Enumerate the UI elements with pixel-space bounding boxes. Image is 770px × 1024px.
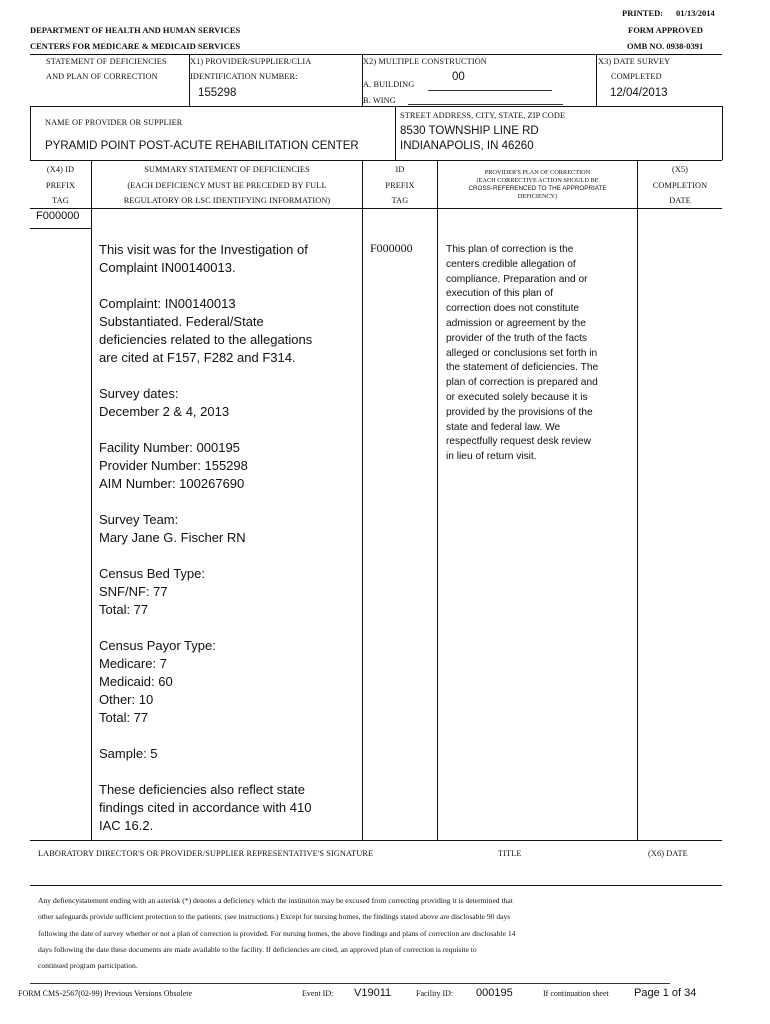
title-label: TITLE <box>498 849 522 858</box>
left-tag-underline <box>30 228 92 229</box>
disclaimer-line: days following the date these documents are made available to the facility. If deficiencies are cited, an approved plan of correction is requisite to <box>38 944 477 954</box>
x5-header-1: (X5) <box>671 165 689 174</box>
statement-label-1: STATEMENT OF DEFICIENCIES <box>46 57 167 66</box>
id-header-1: ID <box>395 165 405 174</box>
address-line-2: INDIANAPOLIS, IN 46260 <box>400 140 534 152</box>
continuation-label: If continuation sheet <box>543 989 609 998</box>
centers-name: CENTERS FOR MEDICARE & MEDICAID SERVICES <box>30 41 241 51</box>
address-label: STREET ADDRESS, CITY, STATE, ZIP CODE <box>400 111 566 120</box>
summary-header-1: SUMMARY STATEMENT OF DEFICIENCIES <box>144 165 310 174</box>
provider-name-label: NAME OF PROVIDER OR SUPPLIER <box>45 118 183 127</box>
disclaimer-line: following the date of survey whether or not a plan of correction is provided. For nursing homes, the above findings and plans of correction are disclosable 14 <box>38 928 516 938</box>
box1-divider-3 <box>596 54 597 106</box>
id-header-2: PREFIX <box>385 181 415 190</box>
x1-label-1: X1) PROVIDER/SUPPLIER/CLIA <box>190 57 312 66</box>
disclaimer-line: continued program participation. <box>38 961 138 971</box>
building-label: A. BUILDING <box>363 80 415 89</box>
plan-header-1: PROVIDER'S PLAN OF CORRECTION <box>484 169 591 176</box>
page-number: Page 1 of 34 <box>634 987 697 999</box>
box2-left-border <box>30 106 31 160</box>
x1-label-2: IDENTIFICATION NUMBER: <box>190 72 298 81</box>
plan-header-2: (EACH CORRECTIVE ACTION SHOULD BE <box>476 177 599 184</box>
wing-label: B. WING <box>363 96 396 105</box>
body-bottom-border <box>30 840 722 841</box>
x5-header-3: DATE <box>669 196 691 205</box>
disclaimer-bottom-line <box>30 983 670 984</box>
plan-of-correction-text: This plan of correction is the centers credible allegation of compliance. Preparation and or execution of this plan of correction does not constitute admission or agreement by the provider of the truth of the facts alleged or conclusions set forth in the statement of deficiencies. The plan of correction is prepared and or executed solely because it is provided by the provisions of the state and federal law. We respectfully request desk review in lieu of return visit. <box>446 244 599 463</box>
disclaimer-line: Any defiencystatement ending with an asterisk (*) denotes a deficiency which the institution may be excused from correcting providing it is determined that <box>38 896 513 905</box>
statement-label-2: AND PLAN OF CORRECTION <box>46 72 158 81</box>
disclaimer-block <box>38 893 718 974</box>
body-divider-2 <box>362 208 363 840</box>
column-header-bottom-border <box>30 208 722 209</box>
x4-header-3: TAG <box>52 196 69 205</box>
wing-line <box>408 104 563 105</box>
x3-label-2: COMPLETED <box>611 72 662 81</box>
date-label: (X6) DATE <box>648 849 688 858</box>
mid-tag-prefix: F000000 <box>370 241 413 255</box>
body-divider-4 <box>637 208 638 840</box>
provider-name-value: PYRAMID POINT POST-ACUTE REHABILITATION CENTER <box>45 140 359 152</box>
provider-id-value: 155298 <box>198 87 237 99</box>
plan-header-3: CROSS-REFERENCED TO THE APPROPRIATE <box>468 185 607 192</box>
x3-label-1: X3) DATE SURVEY <box>598 57 671 66</box>
printed-label: PRINTED: <box>622 8 664 18</box>
department-name: DEPARTMENT OF HEALTH AND HUMAN SERVICES <box>30 25 241 35</box>
construction-value: 00 <box>452 71 465 83</box>
building-line <box>428 90 552 91</box>
summary-statement-text: This visit was for the Investigation of Complaint IN00140013. Complaint: IN00140013 Substantiated. Federal/State deficiencies related to the allegations are cited at F157, F282 and F314. Survey dates: December 2 & 4, 2013 Facility Number: 000195 Provider Number: 155298 AIM Number: 100267690 Survey Team: Mary Jane G. Fischer RN Census Bed Type: SNF/NF: 77 Total: 77 Census Payor Type: Medicare: 7 Medicaid: 60 Other: 10 Total: 77 Sample: 5 These deficiencies also reflect state findings cited in accordance with 410 IAC 16.2. <box>99 242 313 833</box>
left-tag-prefix: F000000 <box>36 210 80 222</box>
box2-divider <box>395 106 396 160</box>
signature-label: LABORATORY DIRECTOR'S OR PROVIDER/SUPPLIER REPRESENTATIVE'S SIGNATURE <box>38 849 374 858</box>
event-id-value: V19011 <box>354 987 392 999</box>
box2-bottom-border <box>30 160 722 161</box>
disclaimer-line: other safeguards provide sufficient protection to the patients. (see instructions.) Except for nursing homes, the findings stated above are disclosable 90 days <box>38 912 511 922</box>
x2-label: X2) MULTIPLE CONSTRUCTION <box>363 57 487 66</box>
form-number: FORM CMS-2567(02-99) Previous Versions Obsolete <box>18 989 193 998</box>
facility-id-value: 000195 <box>476 987 513 999</box>
form-approved: FORM APPROVED <box>628 25 703 35</box>
facility-id-label: Facility ID: <box>416 989 454 998</box>
x5-header-2: COMPLETION <box>652 181 708 190</box>
signature-bottom-border <box>30 885 722 886</box>
omb-number: OMB NO. 0938-0391 <box>627 41 704 51</box>
box1-top-border <box>30 54 722 55</box>
box1-bottom-border <box>30 106 722 107</box>
event-id-label: Event ID: <box>302 989 334 998</box>
summary-header-3: REGULATORY OR LSC IDENTIFYING INFORMATION) <box>123 196 331 205</box>
plan-header-4: DEFICIENCY) <box>517 193 558 200</box>
address-line-1: 8530 TOWNSHIP LINE RD <box>400 125 539 137</box>
summary-header-2: (EACH DEFICIENCY MUST BE PRECEDED BY FULL <box>127 181 327 190</box>
body-divider-3 <box>437 208 438 840</box>
survey-date-value: 12/04/2013 <box>610 87 668 99</box>
x4-header-1: (X4) ID <box>46 165 75 174</box>
body-divider-1 <box>91 208 92 840</box>
printed-date: 01/13/2014 <box>676 8 715 18</box>
id-header-3: TAG <box>391 196 409 205</box>
box2-right-border <box>722 106 723 160</box>
x4-header-2: PREFIX <box>45 181 76 190</box>
